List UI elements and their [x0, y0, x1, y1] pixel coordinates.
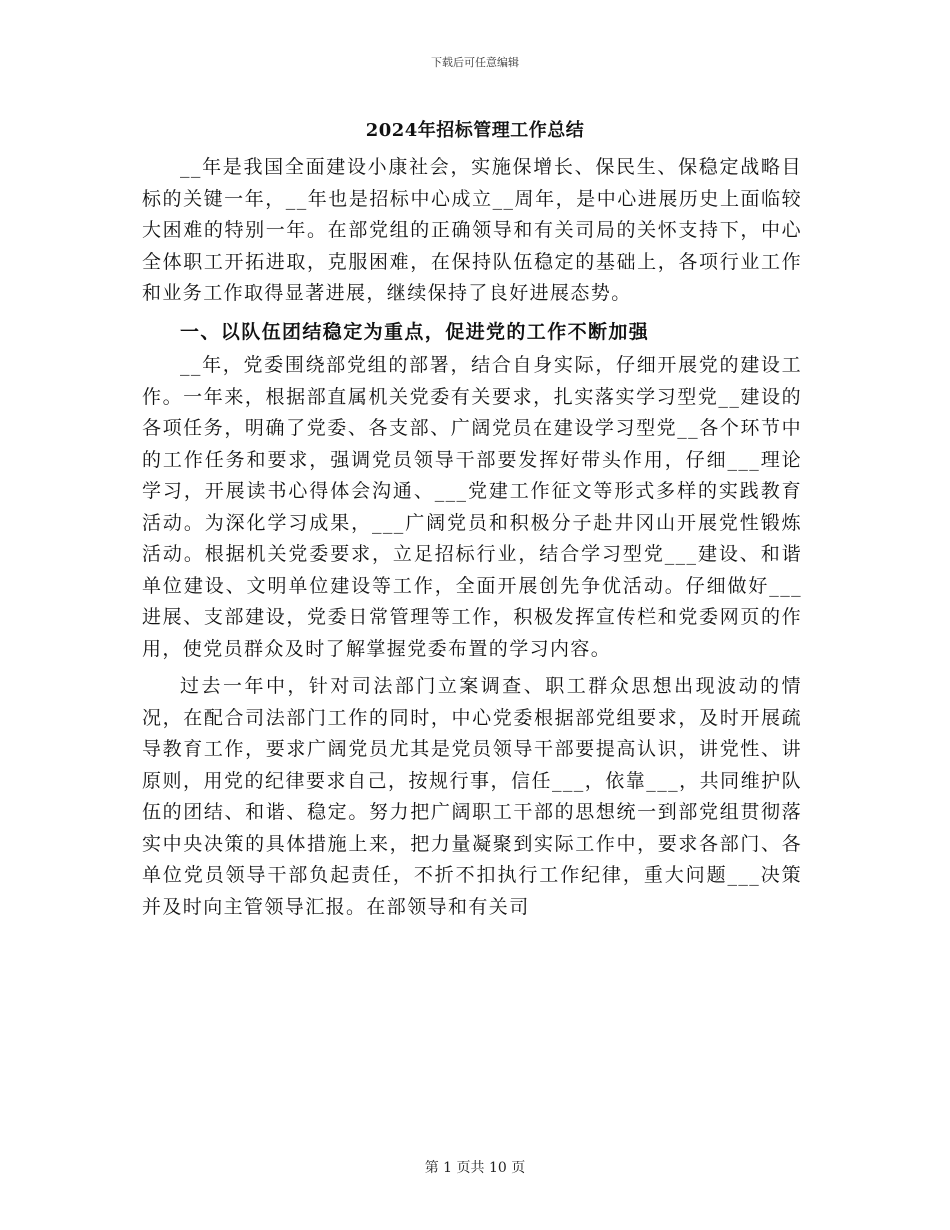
section-heading-1: 一、以队伍团结稳定为重点，促进党的工作不断加强: [180, 320, 650, 343]
document-body: [142, 152, 802, 923]
paragraph-past-year: 过去一年中，针对司法部门立案调查、职工群众思想出现波动的情况，在配合司法部门工作的同时，中心党委根据部党组要求，及时开展疏导教育工作，要求广阔党员尤其是党员领导干部要提高认识，讲党性、讲原则，用党的纪律要求自己，按规行事，信任___，依靠___，共同维护队伍的团结、和谐、稳定。努力把广阔职工干部的思想统一到部党组贯彻落实中央决策的具体措施上来，把力量凝聚到实际工作中，要求各部门、各单位党员领导干部负起责任，不折不扣执行工作纪律，重大问题___决策并及时向主管领导汇报。在部领导和有关司: [142, 675, 802, 918]
paragraph-party-building: __年，党委围绕部党组的部署，结合自身实际，仔细开展党的建设工作。一年来，根据部直属机关党委有关要求，扎实落实学习型党__建设的各项任务，明确了党委、各支部、广阔党员在建设学习型党__各个环节中的工作任务和要求，强调党员领导干部要发挥好带头作用，仔细___理论学习，开展读书心得体会沟通、___党建工作征文等形式多样的实践教育活动。为深化学习成果，___广阔党员和积极分子赴井冈山开展党性锻炼活动。根据机关党委要求，立足招标行业，结合学习型党___建设、和谐单位建设、文明单位建设等工作，全面开展创先争优活动。仔细做好___进展、支部建设，党委日常管理等工作，积极发挥宣传栏和党委网页的作用，使党员群众及时了解掌握党委布置的学习内容。: [142, 354, 802, 660]
page-number-footer: 第 1 页共 10 页: [424, 1160, 526, 1176]
document-title: 2024年招标管理工作总结: [365, 120, 585, 141]
paragraph-intro: __年是我国全面建设小康社会，实施保增长、保民生、保稳定战略目标的关键一年，__年也是招标中心成立__周年，是中心进展历史上面临较大困难的特别一年。在部党组的正确领导和有关司局的关怀支持下，中心全体职工开拓进取，克服困难，在保持队伍稳定的基础上，各项行业工作和业务工作取得显著进展，继续保持了良好进展态势。: [142, 156, 802, 304]
page-header-note: 下载后可任意编辑: [431, 56, 519, 69]
